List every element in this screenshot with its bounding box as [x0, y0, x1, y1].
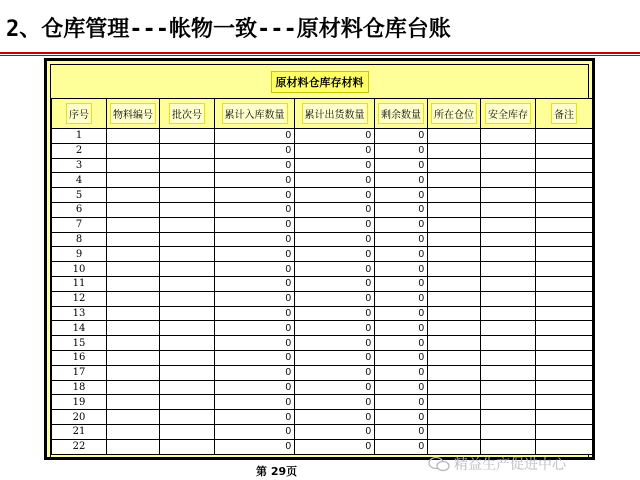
row-location-cell — [428, 439, 481, 454]
row-location-cell — [428, 306, 481, 321]
row-total-in-cell: 0 — [215, 276, 295, 291]
row-location-cell — [428, 158, 481, 173]
row-seq-cell: 5 — [52, 188, 107, 203]
row-safety-stock-cell — [481, 262, 536, 277]
table-row — [52, 380, 593, 395]
row-safety-stock-cell — [481, 410, 536, 425]
row-total-in-cell: 0 — [215, 365, 295, 380]
row-batch-no-cell — [160, 321, 215, 336]
row-remaining-cell: 0 — [375, 350, 428, 365]
table-row — [52, 202, 593, 217]
row-total-in-cell: 0 — [215, 143, 295, 158]
row-batch-no-cell — [160, 232, 215, 247]
row-material-code-cell — [107, 188, 160, 203]
row-batch-no-cell — [160, 350, 215, 365]
row-batch-no-cell — [160, 173, 215, 188]
row-batch-no-cell — [160, 365, 215, 380]
row-material-code-cell — [107, 217, 160, 232]
row-seq-cell: 15 — [52, 336, 107, 351]
row-remarks-cell — [536, 350, 593, 365]
table-row — [52, 188, 593, 203]
row-remaining-cell: 0 — [375, 143, 428, 158]
row-remarks-cell — [536, 321, 593, 336]
header-row — [52, 99, 593, 129]
row-total-in-cell: 0 — [215, 306, 295, 321]
row-remarks-cell — [536, 276, 593, 291]
row-remarks-cell — [536, 424, 593, 439]
row-remaining-cell: 0 — [375, 232, 428, 247]
row-material-code-cell — [107, 232, 160, 247]
row-material-code-cell — [107, 336, 160, 351]
row-location-cell — [428, 410, 481, 425]
row-total-in-cell: 0 — [215, 129, 295, 144]
row-total-in-cell: 0 — [215, 424, 295, 439]
col-header-remaining: 剩余数量 — [375, 99, 428, 129]
row-safety-stock-cell — [481, 188, 536, 203]
row-seq-cell: 20 — [52, 410, 107, 425]
row-remarks-cell — [536, 217, 593, 232]
row-remaining-cell: 0 — [375, 321, 428, 336]
row-total-out-cell: 0 — [295, 129, 375, 144]
row-batch-no-cell — [160, 395, 215, 410]
slide-title: 2、仓库管理---帐物一致---原材料仓库台账 — [6, 17, 451, 42]
row-material-code-cell — [107, 247, 160, 262]
row-seq-cell: 13 — [52, 306, 107, 321]
row-remaining-cell: 0 — [375, 158, 428, 173]
table-row — [52, 439, 593, 454]
row-total-in-cell: 0 — [215, 439, 295, 454]
row-remarks-cell — [536, 232, 593, 247]
row-safety-stock-cell — [481, 336, 536, 351]
row-total-out-cell: 0 — [295, 158, 375, 173]
row-material-code-cell — [107, 350, 160, 365]
row-total-in-cell: 0 — [215, 350, 295, 365]
row-batch-no-cell — [160, 158, 215, 173]
sheet-title: 原材料仓库存材料 — [271, 71, 369, 93]
row-total-out-cell: 0 — [295, 380, 375, 395]
ledger-body — [52, 129, 593, 455]
row-seq-cell: 3 — [52, 158, 107, 173]
row-total-in-cell: 0 — [215, 336, 295, 351]
row-total-out-cell: 0 — [295, 410, 375, 425]
row-safety-stock-cell — [481, 129, 536, 144]
row-remarks-cell — [536, 336, 593, 351]
row-total-out-cell: 0 — [295, 306, 375, 321]
row-seq-cell: 7 — [52, 217, 107, 232]
row-remarks-cell — [536, 158, 593, 173]
row-material-code-cell — [107, 291, 160, 306]
row-location-cell — [428, 350, 481, 365]
row-remaining-cell: 0 — [375, 439, 428, 454]
row-material-code-cell — [107, 276, 160, 291]
row-total-out-cell: 0 — [295, 202, 375, 217]
row-total-in-cell: 0 — [215, 395, 295, 410]
page-number: 第 29页 — [256, 465, 298, 478]
row-location-cell — [428, 380, 481, 395]
row-safety-stock-cell — [481, 232, 536, 247]
watermark — [428, 454, 566, 474]
row-total-out-cell: 0 — [295, 395, 375, 410]
row-material-code-cell — [107, 380, 160, 395]
row-location-cell — [428, 336, 481, 351]
table-row — [52, 232, 593, 247]
row-location-cell — [428, 202, 481, 217]
row-batch-no-cell — [160, 262, 215, 277]
ledger-sheet — [44, 58, 595, 460]
row-total-in-cell: 0 — [215, 232, 295, 247]
row-safety-stock-cell — [481, 424, 536, 439]
ledger-sheet-inner — [50, 64, 589, 457]
row-safety-stock-cell — [481, 276, 536, 291]
table-row — [52, 129, 593, 144]
row-total-in-cell: 0 — [215, 247, 295, 262]
row-batch-no-cell — [160, 424, 215, 439]
row-batch-no-cell — [160, 188, 215, 203]
row-remaining-cell: 0 — [375, 336, 428, 351]
row-location-cell — [428, 291, 481, 306]
row-material-code-cell — [107, 424, 160, 439]
row-remarks-cell — [536, 395, 593, 410]
row-total-out-cell: 0 — [295, 262, 375, 277]
table-row — [52, 158, 593, 173]
row-batch-no-cell — [160, 129, 215, 144]
row-total-in-cell: 0 — [215, 262, 295, 277]
row-total-in-cell: 0 — [215, 321, 295, 336]
row-seq-cell: 4 — [52, 173, 107, 188]
title-divider-thin — [0, 55, 640, 56]
row-safety-stock-cell — [481, 217, 536, 232]
row-seq-cell: 16 — [52, 350, 107, 365]
row-total-out-cell: 0 — [295, 291, 375, 306]
row-remaining-cell: 0 — [375, 202, 428, 217]
row-batch-no-cell — [160, 439, 215, 454]
row-material-code-cell — [107, 395, 160, 410]
row-location-cell — [428, 321, 481, 336]
row-remaining-cell: 0 — [375, 291, 428, 306]
row-total-out-cell: 0 — [295, 276, 375, 291]
row-total-out-cell: 0 — [295, 424, 375, 439]
row-batch-no-cell — [160, 380, 215, 395]
table-row — [52, 365, 593, 380]
row-remaining-cell: 0 — [375, 380, 428, 395]
table-row — [52, 424, 593, 439]
row-seq-cell: 18 — [52, 380, 107, 395]
row-remarks-cell — [536, 143, 593, 158]
row-seq-cell: 6 — [52, 202, 107, 217]
row-safety-stock-cell — [481, 247, 536, 262]
row-remaining-cell: 0 — [375, 424, 428, 439]
row-location-cell — [428, 395, 481, 410]
row-total-in-cell: 0 — [215, 158, 295, 173]
row-material-code-cell — [107, 365, 160, 380]
col-header-material-code: 物料编号 — [107, 99, 160, 129]
row-safety-stock-cell — [481, 202, 536, 217]
row-batch-no-cell — [160, 336, 215, 351]
row-remarks-cell — [536, 410, 593, 425]
row-material-code-cell — [107, 262, 160, 277]
table-row — [52, 336, 593, 351]
row-material-code-cell — [107, 158, 160, 173]
row-location-cell — [428, 262, 481, 277]
row-safety-stock-cell — [481, 439, 536, 454]
row-location-cell — [428, 129, 481, 144]
row-material-code-cell — [107, 439, 160, 454]
table-row — [52, 276, 593, 291]
row-location-cell — [428, 188, 481, 203]
row-seq-cell: 21 — [52, 424, 107, 439]
row-batch-no-cell — [160, 306, 215, 321]
row-location-cell — [428, 276, 481, 291]
row-total-out-cell: 0 — [295, 365, 375, 380]
row-location-cell — [428, 247, 481, 262]
row-total-out-cell: 0 — [295, 321, 375, 336]
row-remarks-cell — [536, 173, 593, 188]
row-safety-stock-cell — [481, 321, 536, 336]
row-material-code-cell — [107, 129, 160, 144]
row-seq-cell: 12 — [52, 291, 107, 306]
row-remarks-cell — [536, 262, 593, 277]
row-material-code-cell — [107, 306, 160, 321]
row-batch-no-cell — [160, 276, 215, 291]
wechat-icon — [428, 456, 450, 472]
row-remarks-cell — [536, 291, 593, 306]
table-row — [52, 247, 593, 262]
table-row — [52, 262, 593, 277]
row-safety-stock-cell — [481, 291, 536, 306]
row-total-out-cell: 0 — [295, 336, 375, 351]
watermark-text: 精益生产促进中心 — [454, 457, 566, 473]
row-remarks-cell — [536, 306, 593, 321]
row-remarks-cell — [536, 439, 593, 454]
row-remaining-cell: 0 — [375, 129, 428, 144]
col-header-batch-no: 批次号 — [160, 99, 215, 129]
col-header-seq: 序号 — [52, 99, 107, 129]
row-remaining-cell: 0 — [375, 365, 428, 380]
row-remarks-cell — [536, 247, 593, 262]
row-safety-stock-cell — [481, 365, 536, 380]
table-row — [52, 306, 593, 321]
row-seq-cell: 19 — [52, 395, 107, 410]
row-total-out-cell: 0 — [295, 439, 375, 454]
row-batch-no-cell — [160, 217, 215, 232]
row-seq-cell: 2 — [52, 143, 107, 158]
col-header-location: 所在仓位 — [428, 99, 481, 129]
row-safety-stock-cell — [481, 395, 536, 410]
row-seq-cell: 22 — [52, 439, 107, 454]
row-batch-no-cell — [160, 247, 215, 262]
row-location-cell — [428, 143, 481, 158]
row-remarks-cell — [536, 129, 593, 144]
row-safety-stock-cell — [481, 143, 536, 158]
col-header-total-in: 累计入库数量 — [215, 99, 295, 129]
row-safety-stock-cell — [481, 158, 536, 173]
row-total-in-cell: 0 — [215, 202, 295, 217]
row-location-cell — [428, 173, 481, 188]
row-total-in-cell: 0 — [215, 380, 295, 395]
row-batch-no-cell — [160, 202, 215, 217]
row-safety-stock-cell — [481, 350, 536, 365]
row-safety-stock-cell — [481, 306, 536, 321]
table-row — [52, 173, 593, 188]
row-total-out-cell: 0 — [295, 232, 375, 247]
row-remaining-cell: 0 — [375, 217, 428, 232]
row-remaining-cell: 0 — [375, 395, 428, 410]
row-remarks-cell — [536, 188, 593, 203]
row-remarks-cell — [536, 365, 593, 380]
row-material-code-cell — [107, 410, 160, 425]
row-material-code-cell — [107, 173, 160, 188]
table-row — [52, 291, 593, 306]
row-remarks-cell — [536, 380, 593, 395]
col-header-total-out: 累计出货数量 — [295, 99, 375, 129]
col-header-safety-stock: 安全库存 — [481, 99, 536, 129]
table-row — [52, 143, 593, 158]
row-total-out-cell: 0 — [295, 350, 375, 365]
row-material-code-cell — [107, 202, 160, 217]
row-safety-stock-cell — [481, 173, 536, 188]
row-batch-no-cell — [160, 291, 215, 306]
row-remaining-cell: 0 — [375, 188, 428, 203]
row-remarks-cell — [536, 202, 593, 217]
row-material-code-cell — [107, 321, 160, 336]
ledger-table — [51, 98, 593, 455]
row-total-out-cell: 0 — [295, 143, 375, 158]
row-total-out-cell: 0 — [295, 173, 375, 188]
table-row — [52, 321, 593, 336]
row-total-out-cell: 0 — [295, 188, 375, 203]
row-total-in-cell: 0 — [215, 410, 295, 425]
row-batch-no-cell — [160, 143, 215, 158]
row-location-cell — [428, 424, 481, 439]
row-location-cell — [428, 232, 481, 247]
row-remaining-cell: 0 — [375, 262, 428, 277]
col-header-remarks: 备注 — [536, 99, 593, 129]
row-seq-cell: 9 — [52, 247, 107, 262]
row-batch-no-cell — [160, 410, 215, 425]
row-seq-cell: 11 — [52, 276, 107, 291]
row-location-cell — [428, 217, 481, 232]
row-seq-cell: 14 — [52, 321, 107, 336]
row-remaining-cell: 0 — [375, 247, 428, 262]
row-total-in-cell: 0 — [215, 188, 295, 203]
row-location-cell — [428, 365, 481, 380]
row-remaining-cell: 0 — [375, 173, 428, 188]
row-total-out-cell: 0 — [295, 217, 375, 232]
title-divider — [0, 52, 640, 54]
row-remaining-cell: 0 — [375, 306, 428, 321]
row-total-in-cell: 0 — [215, 217, 295, 232]
row-seq-cell: 10 — [52, 262, 107, 277]
row-seq-cell: 1 — [52, 129, 107, 144]
row-material-code-cell — [107, 143, 160, 158]
row-remaining-cell: 0 — [375, 410, 428, 425]
table-row — [52, 350, 593, 365]
row-total-in-cell: 0 — [215, 291, 295, 306]
row-remaining-cell: 0 — [375, 276, 428, 291]
table-row — [52, 410, 593, 425]
table-row — [52, 395, 593, 410]
row-total-out-cell: 0 — [295, 247, 375, 262]
sheet-title-cell — [51, 65, 588, 99]
table-row — [52, 217, 593, 232]
row-seq-cell: 8 — [52, 232, 107, 247]
row-seq-cell: 17 — [52, 365, 107, 380]
row-total-in-cell: 0 — [215, 173, 295, 188]
row-safety-stock-cell — [481, 380, 536, 395]
